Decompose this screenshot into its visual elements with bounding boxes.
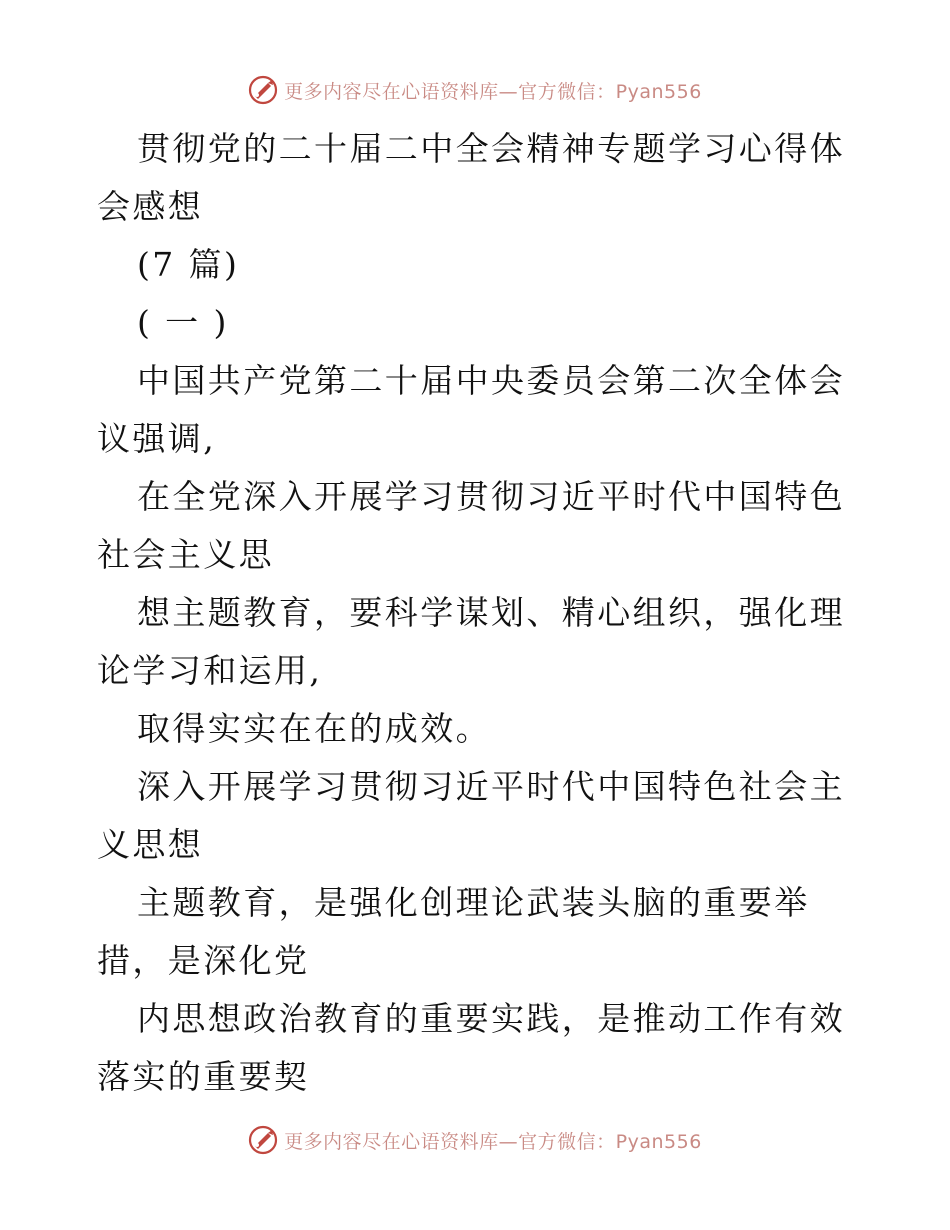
paragraph: 想主题教育，要科学谋划、精心组织，强化理论学习和运用,: [97, 593, 845, 690]
paragraph: 内思想政治教育的重要实践，是推动工作有效落实的重要契: [97, 999, 845, 1096]
paragraph: 在全党深入开展学习贯彻习近平时代中国特色社会主义思: [97, 477, 845, 574]
quill-logo-icon: [248, 1125, 278, 1155]
document-subtitle: (7 篇): [137, 245, 240, 284]
document-body: [97, 120, 857, 1106]
header-watermark: [0, 72, 950, 108]
watermark-text: 更多内容尽在心语资料库—官方微信：Pyan556: [284, 80, 702, 103]
paragraph: 取得实实在在的成效。: [137, 709, 491, 748]
footer-watermark: [0, 1122, 950, 1158]
paragraph: 中国共产党第二十届中央委员会第二次全体会议强调,: [97, 361, 845, 458]
quill-logo-icon: [248, 75, 278, 105]
watermark-text: 更多内容尽在心语资料库—官方微信：Pyan556: [284, 1130, 702, 1153]
paragraph: 深入开展学习贯彻习近平时代中国特色社会主义思想: [97, 767, 845, 864]
paragraph: 主题教育，是强化创理论武装头脑的重要举措，是深化党: [97, 883, 810, 980]
document-title: 贯彻党的二十届二中全会精神专题学习心得体会感想: [97, 129, 845, 226]
section-heading: ( 一 ): [137, 303, 229, 342]
